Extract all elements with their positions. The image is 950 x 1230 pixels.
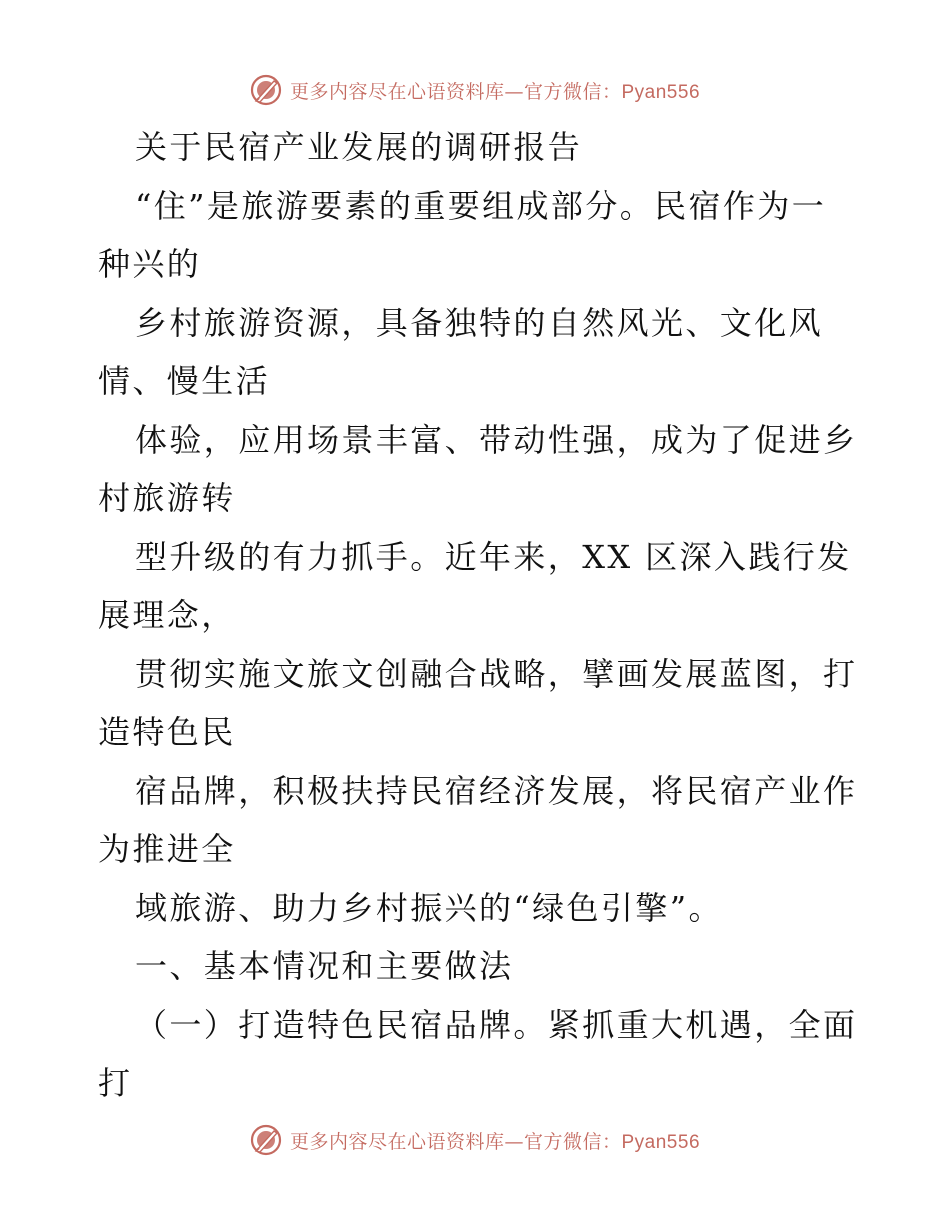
paragraph-line: 域旅游、助力乡村振兴的“绿色引擎”。: [135, 888, 723, 927]
paragraph-line: 贯彻实施文旅文创融合战略，擘画发展蓝图，打: [135, 654, 858, 693]
paragraph-line: 宿品牌，积极扶持民宿经济发展，将民宿产业作: [135, 771, 858, 810]
footer-watermark: [0, 1120, 950, 1160]
paragraph-line: 种兴的: [98, 245, 202, 283]
watermark-text: [290, 77, 700, 104]
document-title: 关于民宿产业发展的调研报告: [135, 128, 583, 166]
paragraph-line: 情、慢生活: [98, 362, 271, 400]
section-heading: 一、基本情况和主要做法: [135, 947, 514, 985]
header-watermark: [0, 70, 950, 110]
paragraph-line: 造特色民: [98, 713, 236, 751]
paragraph-line: “住”是旅游要素的重要组成部分。民宿作为一: [135, 186, 827, 225]
watermark-id: Pyan556: [621, 1131, 701, 1153]
watermark-label: 更多内容尽在心语资料库—官方微信：: [289, 80, 622, 103]
paragraph-line: 打: [98, 1064, 133, 1102]
watermark-id: Pyan556: [621, 81, 701, 103]
document-body: [98, 118, 858, 1113]
quill-pen-seal-icon: [250, 1124, 282, 1156]
paragraph-line: 型升级的有力抓手。近年来，XX 区深入践行发: [135, 537, 852, 576]
paragraph-line: 展理念，: [98, 596, 236, 634]
paragraph-line: 村旅游转: [98, 479, 236, 517]
paragraph-line: 乡村旅游资源，具备独特的自然风光、文化风: [135, 303, 824, 342]
paragraph-line: 为推进全: [98, 830, 236, 868]
watermark-text: [290, 1127, 700, 1154]
watermark-label: 更多内容尽在心语资料库—官方微信：: [289, 1130, 622, 1153]
quill-pen-seal-icon: [250, 74, 282, 106]
subsection-heading-line: （一）打造特色民宿品牌。紧抓重大机遇，全面: [135, 1005, 858, 1044]
paragraph-line: 体验，应用场景丰富、带动性强，成为了促进乡: [135, 420, 858, 459]
